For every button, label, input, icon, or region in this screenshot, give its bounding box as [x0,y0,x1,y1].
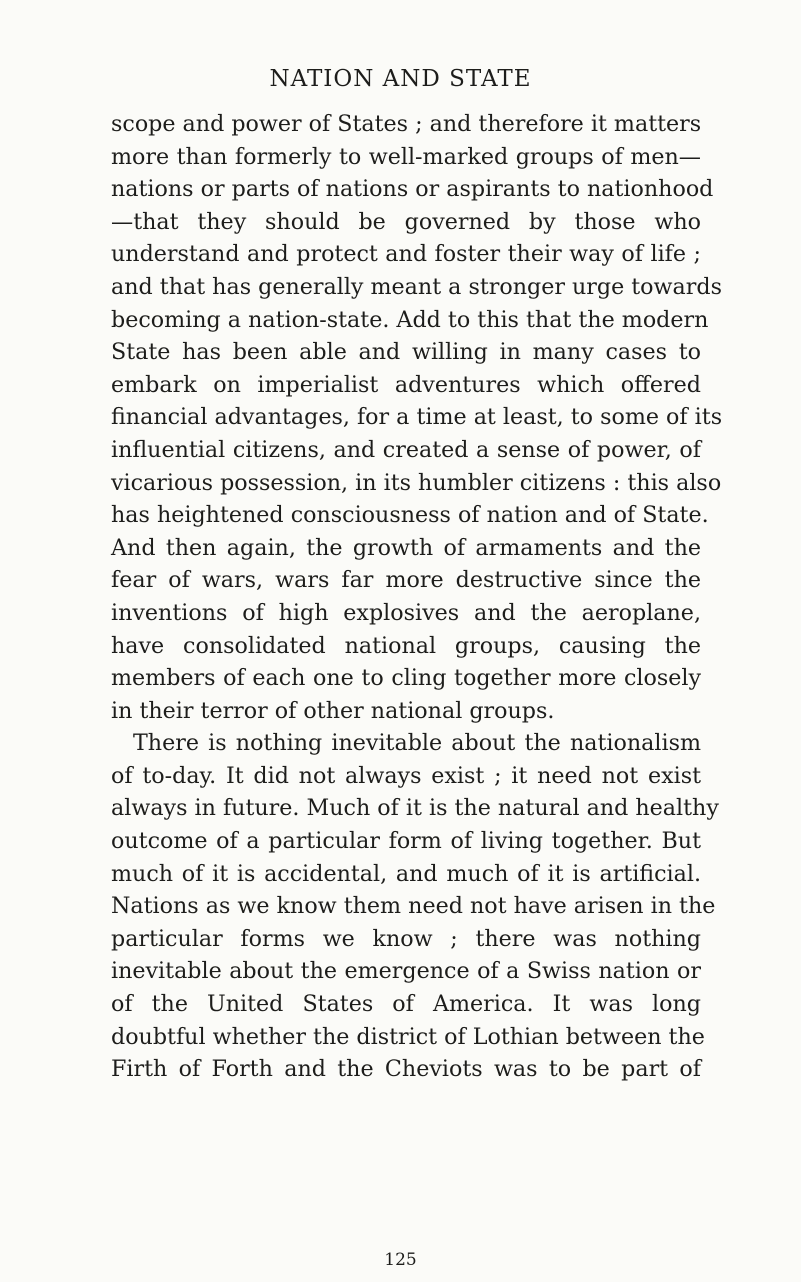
page-number: 125 [384,1250,417,1270]
text-line: inventions of high explosives and the aeroplane, [111,599,701,626]
text-line: always in future. Much of it is the natural and healthy [111,795,719,822]
paragraph-start-line: There is nothing inevitable about the nationalism [133,730,701,757]
text-line: embark on imperialist adventures which offered [111,371,701,398]
text-line: inevitable about the emergence of a Swiss nation or [111,958,701,985]
text-line: nations or parts of nations or aspirants to nationhood [111,176,714,203]
paragraph-end-line: in their terror of other national groups. [111,697,555,724]
text-line: more than formerly to well-marked groups of men— [111,143,701,170]
text-line: doubtful whether the district of Lothian between the [111,1023,705,1050]
text-line: influential citizens, and created a sense of power, of [111,436,701,463]
text-line: —that they should be governed by those who [111,208,701,235]
text-line: have consolidated national groups, causing the [111,632,701,659]
text-line: vicarious possession, in its humbler citizens : this also [111,469,722,496]
text-line: Nations as we know them need not have arisen in the [111,893,716,920]
text-line: Firth of Forth and the Cheviots was to be part of [111,1056,701,1083]
text-line: And then again, the growth of armaments and the [111,534,701,561]
text-line: scope and power of States ; and therefore it matters [111,111,702,137]
text-line: of to-day. It did not always exist ; it need not exist [111,762,701,789]
text-line: State has been able and willing in many cases to [111,339,701,366]
text-line: fear of wars, wars far more destructive since the [111,567,701,594]
text-line: has heightened consciousness of nation and of State. [111,502,709,529]
text-line: and that has generally meant a stronger urge towards [111,273,722,300]
text-line: particular forms we know ; there was nothing [111,925,701,952]
body-text [111,108,723,1086]
text-line: understand and protect and foster their way of life ; [111,241,701,268]
text-line: of the United States of America. It was long [111,991,701,1018]
text-line: becoming a nation-state. Add to this that the modern [111,306,709,333]
running-head: NATION AND STATE [269,66,532,92]
text-line: much of it is accidental, and much of it is artificial. [111,860,701,887]
text-line: outcome of a particular form of living together. But [111,828,701,855]
text-line: financial advantages, for a time at least, to some of its [111,404,723,431]
text-line: members of each one to cling together more closely [111,665,701,692]
